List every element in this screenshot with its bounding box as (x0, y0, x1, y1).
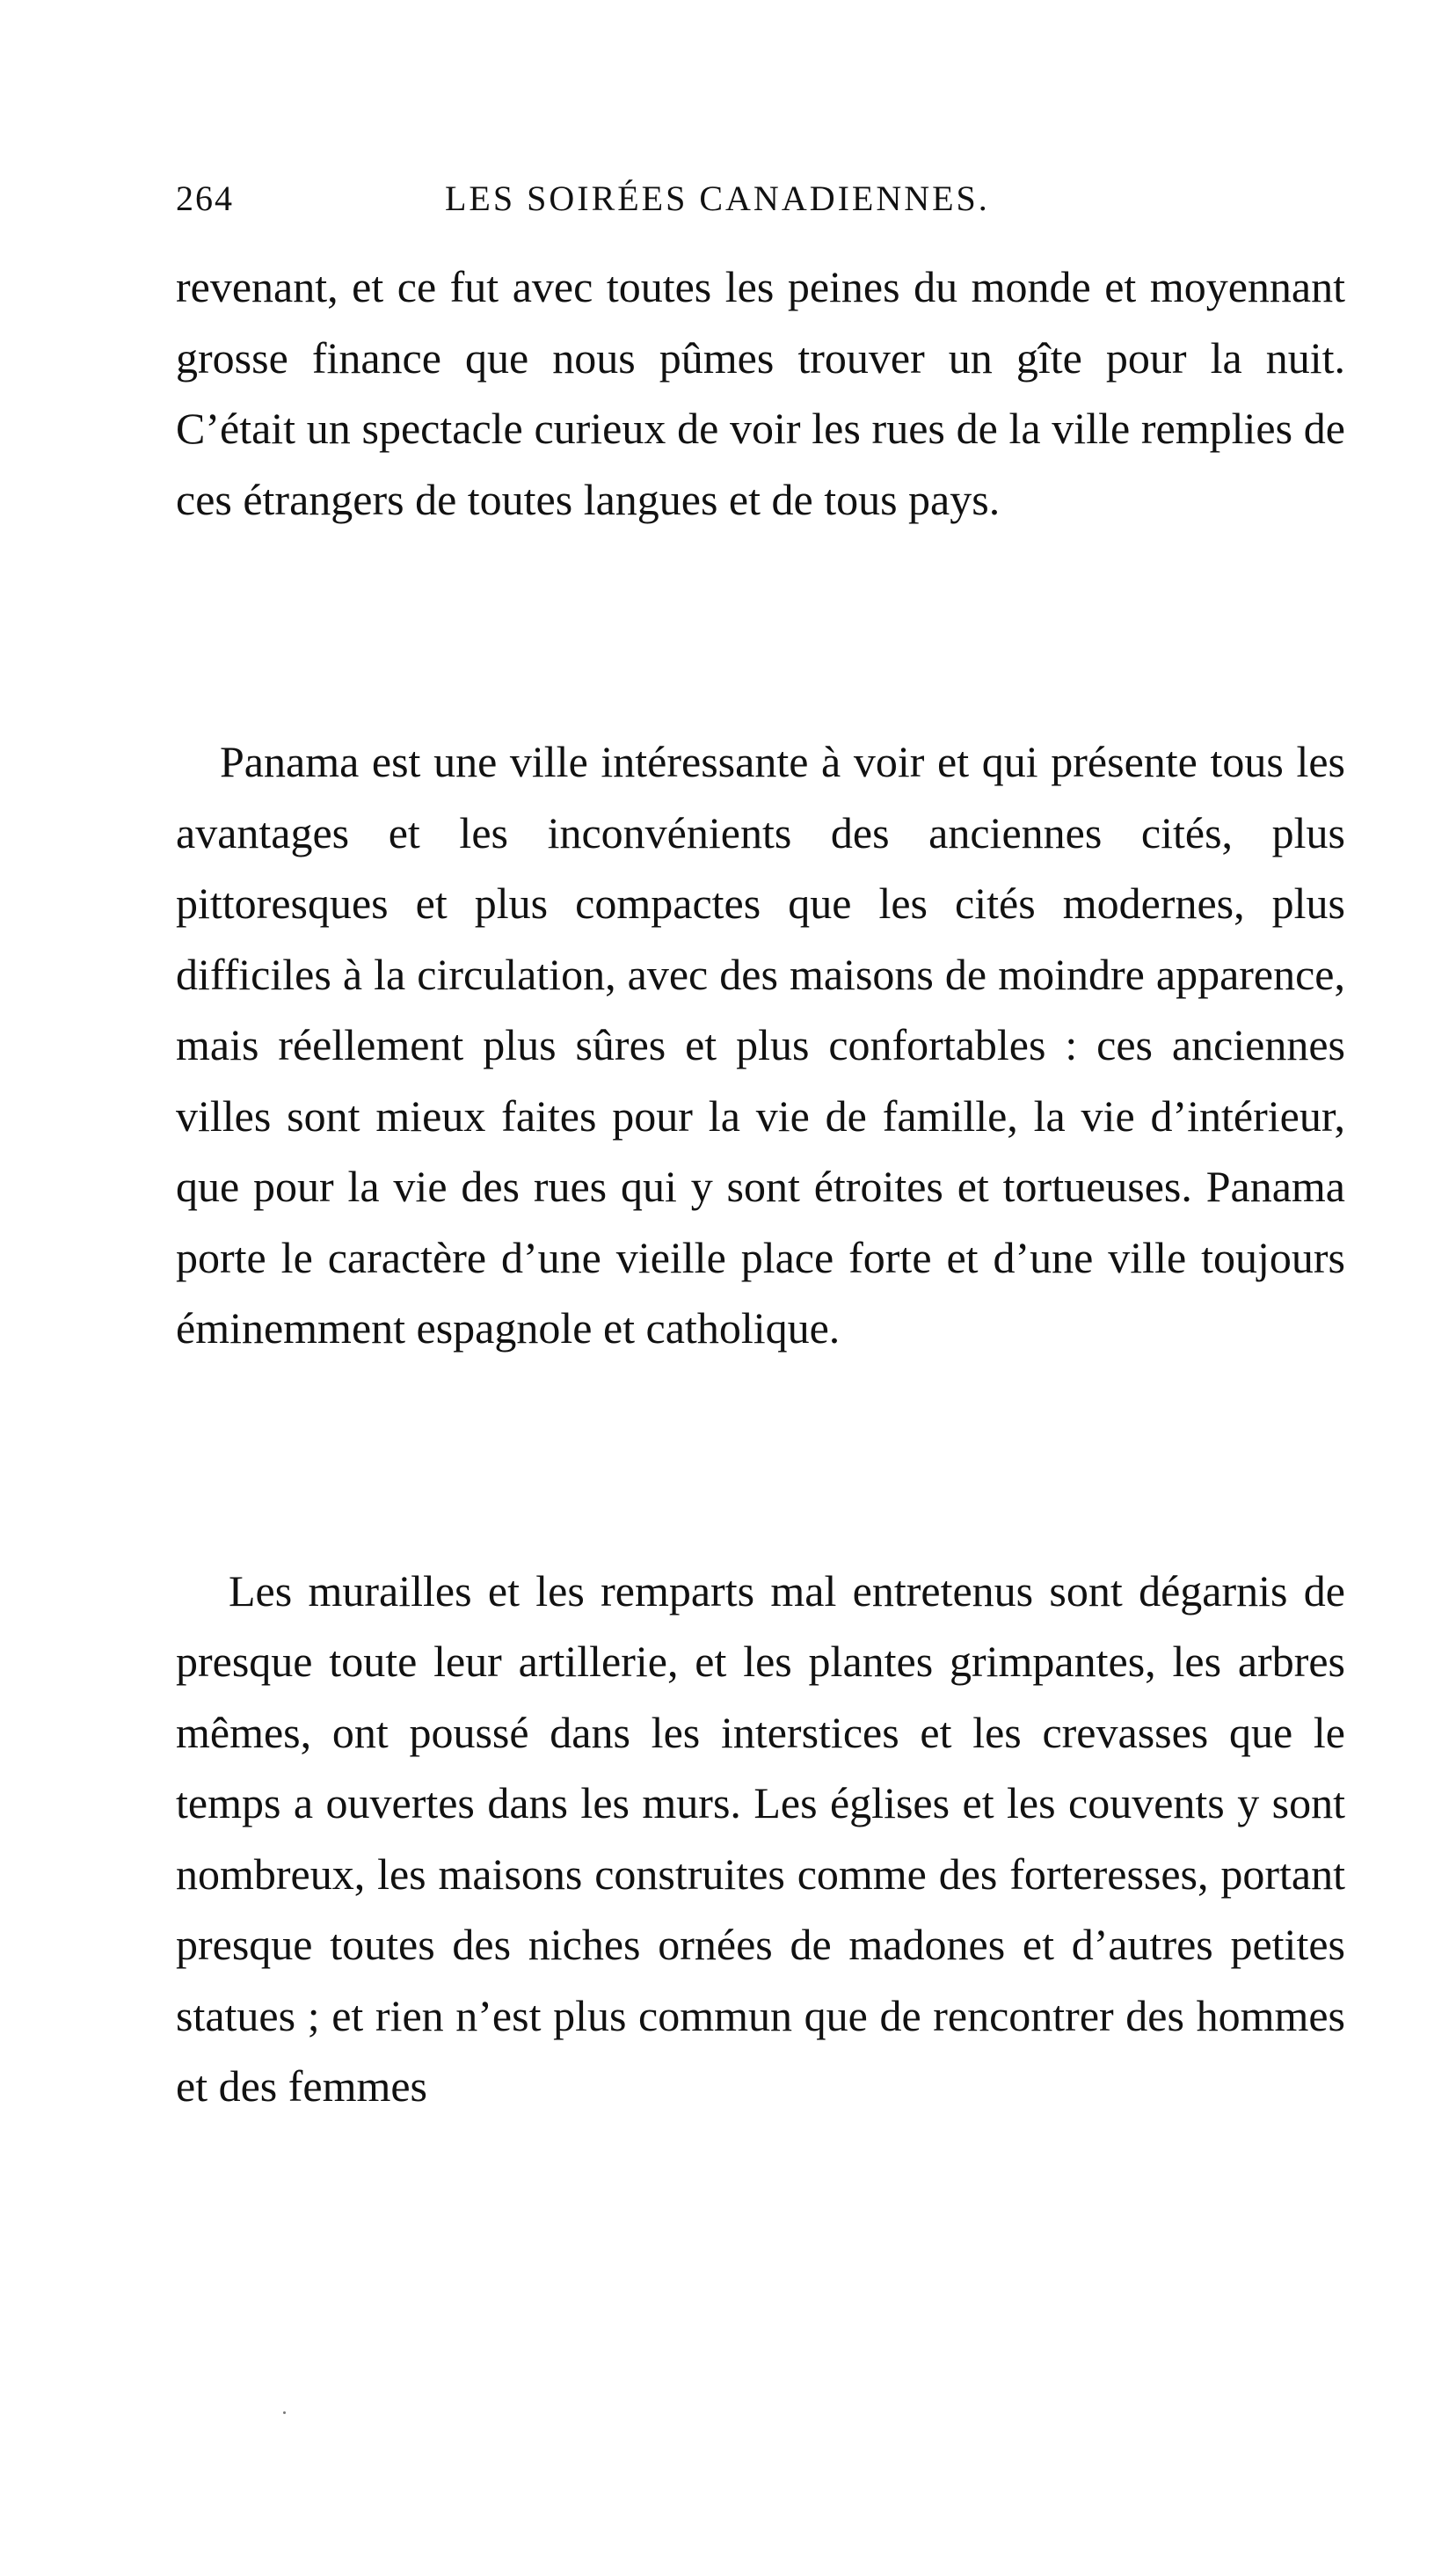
paper-speck (283, 2411, 286, 2414)
paragraph-2: Panama est une ville intéressante à voir et qui présente tous les avantages et les inconvénients des anciennes cités, plus pittoresques et plus compactes que les cités modernes, plus difficiles à la circulation, avec des maisons de moindre apparence, mais réellement plus sûres et plus confortables : ces anciennes villes sont mieux faites pour la vie de famille, la vie d’intérieur, que pour la vie des rues qui y sont étroites et tortueuses. Panama porte le caractère d’une vieille place forte et d’une ville toujours éminemment espagnole et catholique. (176, 737, 1345, 1353)
paragraph-3: Les murailles et les remparts mal entretenus sont dégarnis de presque toute leur artillerie, et les plantes grimpantes, les arbres mêmes, ont poussé dans les interstices et les crevasses que le temps a ouvertes dans les murs. Les églises et les couvents y sont nombreux, les maisons construites comme des forteresses, portant presque toutes des niches ornées de madones et d’autres petites statues ; et rien n’est plus commun que de rencontrer des hommes et des femmes (176, 1565, 1345, 2111)
page-number: 264 (176, 179, 234, 218)
book-page (176, 167, 1345, 2122)
running-header (176, 167, 1345, 229)
paragraph-1: revenant, et ce fut avec toutes les peines du monde et moyennant grosse finance que nous pûmes trouver un gîte pour la nuit. C’était un spectacle curieux de voir les rues de la ville remplies de ces étrangers de toutes langues et de tous pays. (176, 262, 1345, 524)
running-title: LES SOIRÉES CANADIENNES. (445, 179, 990, 218)
